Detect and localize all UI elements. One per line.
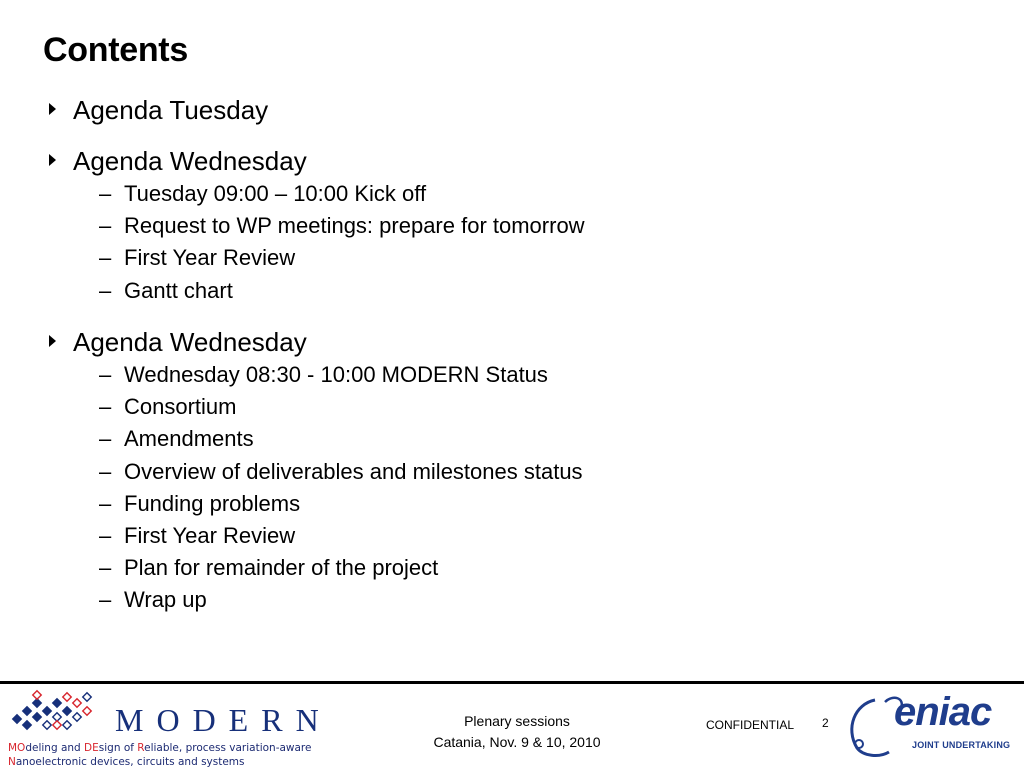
dash-bullet: – [99, 522, 111, 550]
modern-logo-icon [8, 688, 98, 736]
agenda-item-label: Plan for remainder of the project [124, 554, 438, 582]
dash-bullet: – [99, 490, 111, 518]
dash-bullet: – [99, 180, 111, 208]
agenda-section-label: Agenda Wednesday [73, 146, 307, 176]
agenda-item-label: Overview of deliverables and milestones status [124, 458, 583, 486]
dash-bullet: – [99, 458, 111, 486]
agenda-section-label: Agenda Tuesday [73, 95, 268, 125]
page-number: 2 [822, 716, 829, 730]
dash-bullet: – [99, 277, 111, 305]
agenda-item-label: Consortium [124, 393, 236, 421]
agenda-item-label: Tuesday 09:00 – 10:00 Kick off [124, 180, 426, 208]
footer-divider [0, 681, 1024, 684]
agenda-item-label: Wednesday 08:30 - 10:00 MODERN Status [124, 361, 548, 389]
modern-logo-text: MODERN [115, 702, 332, 739]
agenda-item-label: Funding problems [124, 490, 300, 518]
bullet-arrow-icon [49, 154, 56, 166]
dash-bullet: – [99, 393, 111, 421]
agenda-item-label: First Year Review [124, 522, 295, 550]
agenda-item-label: Amendments [124, 425, 254, 453]
agenda-item-label: Gantt chart [124, 277, 233, 305]
agenda-item-label: First Year Review [124, 244, 295, 272]
dash-bullet: – [99, 425, 111, 453]
tagline-initial: N [8, 756, 16, 768]
bullet-arrow-icon [49, 335, 56, 347]
tagline-initial: R [137, 742, 144, 754]
tagline-initial: MO [8, 742, 25, 754]
tagline-line-1 [8, 742, 311, 756]
dash-bullet: – [99, 586, 111, 614]
footer-event-info [400, 711, 634, 753]
dash-bullet: – [99, 554, 111, 582]
dash-bullet: – [99, 212, 111, 240]
footer-event-title: Plenary sessions [400, 711, 634, 732]
dash-bullet: – [99, 361, 111, 389]
agenda-item-label: Request to WP meetings: prepare for tomorrow [124, 212, 585, 240]
eniac-subtitle: JOINT UNDERTAKING [912, 740, 1010, 750]
tagline-initial: DE [84, 742, 99, 754]
modern-tagline [8, 742, 311, 769]
confidential-label: CONFIDENTIAL [706, 718, 794, 732]
eniac-logo-text: eniac [894, 690, 991, 735]
agenda-section-label: Agenda Wednesday [73, 327, 307, 357]
slide-title: Contents [43, 31, 188, 70]
tagline-text: anoelectronic devices, circuits and systems [16, 756, 245, 768]
bullet-arrow-icon [49, 103, 56, 115]
tagline-text: deling and [25, 742, 84, 754]
dash-bullet: – [99, 244, 111, 272]
tagline-text: sign of [99, 742, 138, 754]
tagline-line-2 [8, 756, 311, 769]
tagline-text: eliable, process variation-aware [144, 742, 311, 754]
agenda-item-label: Wrap up [124, 586, 207, 614]
footer-event-date: Catania, Nov. 9 & 10, 2010 [400, 732, 634, 753]
